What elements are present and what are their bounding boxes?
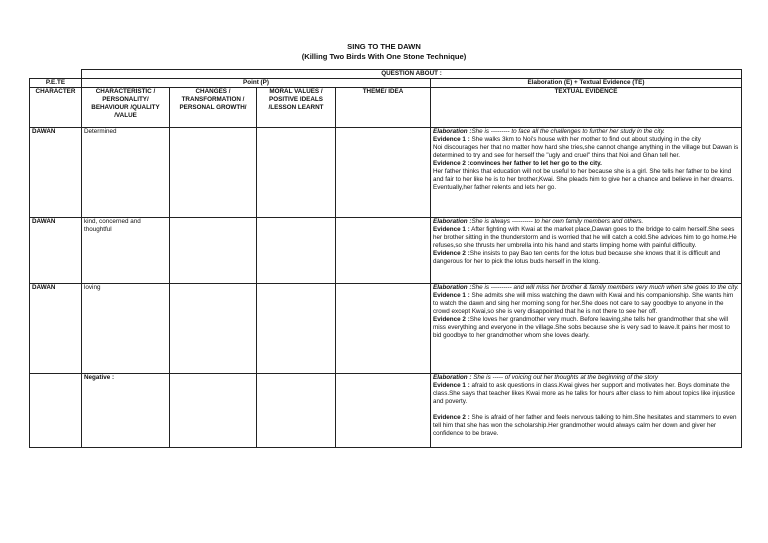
trait-cell: Determined	[82, 128, 170, 218]
moral-values-header: MORAL VALUES / POSITIVE IDEALS /LESSON LEARNT	[257, 88, 336, 128]
evidence-extra-text: Noi discourages her that no matter how hard she tries,she cannot change anything in the village but Dawan is determined to try and see for herself the "ugly and cruel" thins that Noi and Ghan tell her.	[433, 144, 739, 160]
trait-cell: kind, concerned and thoughtful	[82, 218, 170, 284]
evidence-cell	[431, 284, 742, 374]
trait-cell: Negative :	[82, 374, 170, 448]
evidence-2-text: Her father thinks that education will not be useful to her because she is a girl. She tells her father to be kind and fair to her like he is to her brother,Kwai. She pleads him to give her a chance and believe in her dreams. Eventually,her father relents and lets her go.	[433, 168, 735, 192]
table-row	[30, 284, 742, 374]
question-about-header: QUESTION ABOUT :	[82, 70, 742, 79]
pete-table	[29, 69, 742, 448]
textual-evidence-header: TEXTUAL EVIDENCE	[431, 88, 742, 128]
theme-cell	[336, 374, 431, 448]
character-cell: DAWAN	[30, 128, 82, 218]
elaboration-label: Elaboration :	[433, 374, 472, 382]
evidence-cell	[431, 218, 742, 284]
evidence-2-label: Evidence 2 :	[433, 316, 470, 324]
evidence-1-text: After fighting with Kwai at the market place,Dawan goes to the bridge to calm herself.She sees her brother sitting in the thunderstorm and is worried that he will catch a cold.She advices him to go home.He refuses,so she thrusts her umbrella into his hand and starts limping home with painful difficulty.	[433, 226, 737, 250]
table-row	[30, 128, 742, 218]
changes-cell	[170, 284, 257, 374]
moral-values-cell	[257, 128, 336, 218]
evidence-2-text: She loves her grandmother very much. Before leaving,she tells her grandmother that she will miss everything and everyone in the village.She sobs because she is very sad to leave.It pains her most to bid goodbye to her grandmother whom she loves dearly.	[433, 316, 730, 340]
moral-values-cell	[257, 374, 336, 448]
header-row-3	[30, 88, 742, 128]
evidence-2-text: She insists to pay Bao ten cents for the lotus bud because she knows that it is difficult and dangerous for her to pick the lotus buds herself in the klong.	[433, 250, 721, 266]
theme-cell	[336, 218, 431, 284]
character-cell: DAWAN	[30, 284, 82, 374]
spacer	[433, 406, 739, 414]
evidence-1-label: Evidence 1 :	[433, 382, 470, 390]
elaboration-text: She is always ---------- to her own family members and others.	[471, 218, 644, 226]
theme-header: THEME/ IDEA	[336, 88, 431, 128]
evidence-2-label: Evidence 2 :convinces her father to let her go to the city.	[433, 160, 602, 168]
elaboration-text: She is --------- to face all the challenges to further her study in the city.	[471, 128, 665, 136]
theme-cell	[336, 284, 431, 374]
evidence-cell	[431, 374, 742, 448]
character-cell	[30, 374, 82, 448]
evidence-2-label: Evidence 2 :	[433, 250, 470, 258]
elaboration-text: She is ---------- and will miss her brother & family members very much when she goes to the city.	[471, 284, 739, 292]
evidence-1-label: Evidence 1 :	[433, 136, 470, 144]
pete-header: P.E.TE	[30, 79, 82, 88]
changes-cell	[170, 128, 257, 218]
elaboration-text: She is ----- of voicing out her thoughts at the beginning of the story	[471, 374, 659, 382]
evidence-1-text: afraid to ask questions in class.Kwai gives her support and motivates her. Boys dominate the class.She says that teacher likes Kwai more as he talks for hours after class to him about topics like injustice and poverty.	[433, 382, 736, 406]
changes-cell	[170, 218, 257, 284]
table-row	[30, 374, 742, 448]
evidence-1-label: Evidence 1 :	[433, 292, 470, 300]
header-row-1	[30, 70, 742, 79]
document-title: SING TO THE DAWN	[347, 42, 421, 51]
character-cell: DAWAN	[30, 218, 82, 284]
changes-cell	[170, 374, 257, 448]
character-header: CHARACTER	[30, 88, 82, 128]
evidence-2-text: She is afraid of her father and feels nervous talking to him.She hesitates and stammers to even tell him that she has won the scholarship.Her grandmother would always calm her down and giver her confidence to be brave.	[433, 414, 737, 438]
elaboration-label: Elaboration :	[433, 218, 472, 226]
elaboration-header: Elaboration (E) + Textual Evidence (TE)	[431, 79, 742, 88]
document-subtitle: (Killing Two Birds With One Stone Technique)	[301, 52, 467, 61]
changes-header: CHANGES / TRANSFORMATION / PERSONAL GROWTH/	[170, 88, 257, 128]
moral-values-cell	[257, 284, 336, 374]
evidence-1-text: She walks 3km to Noi's house with her mother to find out about studying in the city	[469, 136, 701, 144]
header-blank	[30, 70, 82, 79]
characteristic-header: CHARACTERISTIC / PERSONALITY/ BEHAVIOUR /QUALITY /VALUE	[82, 88, 170, 128]
elaboration-label: Elaboration :	[433, 128, 472, 136]
evidence-2-label: Evidence 2 :	[433, 414, 470, 422]
evidence-cell	[431, 128, 742, 218]
table-row	[30, 218, 742, 284]
evidence-1-label: Evidence 1 :	[433, 226, 470, 234]
header-row-2	[30, 79, 742, 88]
point-header: Point (P)	[82, 79, 431, 88]
trait-cell: loving	[82, 284, 170, 374]
moral-values-cell	[257, 218, 336, 284]
elaboration-label: Elaboration :	[433, 284, 472, 292]
evidence-1-text: She admits she will miss watching the dawn with Kwai and his companionship. She wants him to watch the dawn and sing her morning song for her.She does not care to say goodbye to anyone in the crowd except Kwai,so she is very disappointed that he is not there to see her off.	[433, 292, 734, 316]
theme-cell	[336, 128, 431, 218]
